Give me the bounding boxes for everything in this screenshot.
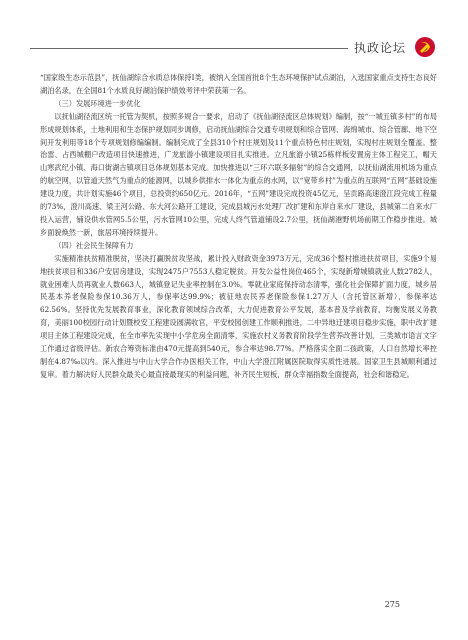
body-paragraph: 实施精准扶贫精准脱贫，坚决打赢脱贫攻坚战，累计投入财政资金3973万元，完成36个整村推进扶贫项目，实施9个易地扶贫项目和336户安居房建设，实现2475户7553人稳定脱贫。开发公益性岗位465个，实现新增城镇就业人数2782人，就业困难人员再就业人数663人，城镇登记失业率控制在3.0%。零就业家庭保持动态清零，强化社会保障扩面力度，城乡居民基本养老保险参保10.36万人，参保率达99.9%；被征地农民养老保险参保1.27万人（含托管区新增），参保率达62.56%。坚持优先发展教育事业，深化教育领域综合改革，大力促进教育公平发展，基本普及学前教育，均衡发展义务教育，美丽100校园行动计划暨校安工程建设圆满收官，平安校园创建工作顺利推进，二中异地迁建项目稳步实施，职中改扩建项目主体工程建设完成，在全市率先实现中小学危房全面清零，实施农村义务教育阶段学生营养改善计划，三类城市语言文字工作通过省级评估。新农合筹资标准由470元提高到540元，参合率达98.77%。严格落实全面二孩政策，人口自然增长率控制在4.87‰以内。深入推进与中山大学合作办医相关工作，中山大学澄江附属医院取得实质性进展。国家卫生县城顺利通过复审。着力解决好人民群众最关心最直接最现实的利益问题，补齐民生短板，群众幸福指数全面提高，社会和谐稳定。	[40, 253, 437, 379]
party-emblem-icon	[414, 36, 436, 58]
page-number: 275	[384, 600, 400, 609]
section-heading: （三）发展环境进一步优化	[54, 98, 141, 108]
section-heading: （四）社会民生保障有力	[54, 240, 134, 250]
section-title: 执政论坛	[353, 41, 406, 55]
body-paragraph: 以抚仙湖径流区统一托管为契机，按照多规合一要求，启动了《抚仙湖径流区总体规划》编制，按“一城五镇多村”的布局形成规划体系，土地利用和生态保护规划同步调修，启动抚仙湖综合交通专项规划和综合管网、海绵城市、综合管廊、地下空间开发利用等18个专项规划修编编制。编制完成了全县310个村庄规划及11个重点特色村庄规划，实现村庄规划全覆盖。整治雷、占西城棚户改造项目快速推进，广龙旅游小镇建设项目扎实推进。立凡旅游小镇25栋样板安置房主体工程完工，帽天山寒武纪小镇、海口街湖古镇项目总体规划基本完成。加快推进以“三环六联多辐射”的综合交通网，以抚仙湖流用机场为重点的航空网，以管道天然气为重点的能源网，以城乡供排水一体化为重点的水网，以“宽带乡村”为重点的互联网“五网”基础设施建设力度，共计划实施46个项目，总投资约650亿元。2016年，“五网”建设完成投资45亿元，呈贡路高速澄江段完成工程量的73%，澄川高速、梁王河公路、东大河公路开工建设，完成县城污水处理厂改扩建和东岸自来水厂建设，县城第二自来水厂投入运营，铺设供水管网5.5公里，污水管网10公里，完成人终气管道铺设2.7公里，抚仙湖港野机场前期工作稳步推进。城乡面貌焕然一新，旅居环境持续提升。	[40, 111, 437, 237]
intro-paragraph: “国家级生态示范县”，抚仙湖综合水质总体保持Ⅰ类，被纳入全国首批8个生态环境保护试点湖泊，入选国家重点支持生态良好湖泊名录，在全国81个水质良好湖泊保护绩效考评中荣获第一名。	[40, 73, 437, 95]
article-body	[40, 72, 437, 382]
header-rule	[30, 48, 348, 49]
page-header	[0, 36, 468, 62]
